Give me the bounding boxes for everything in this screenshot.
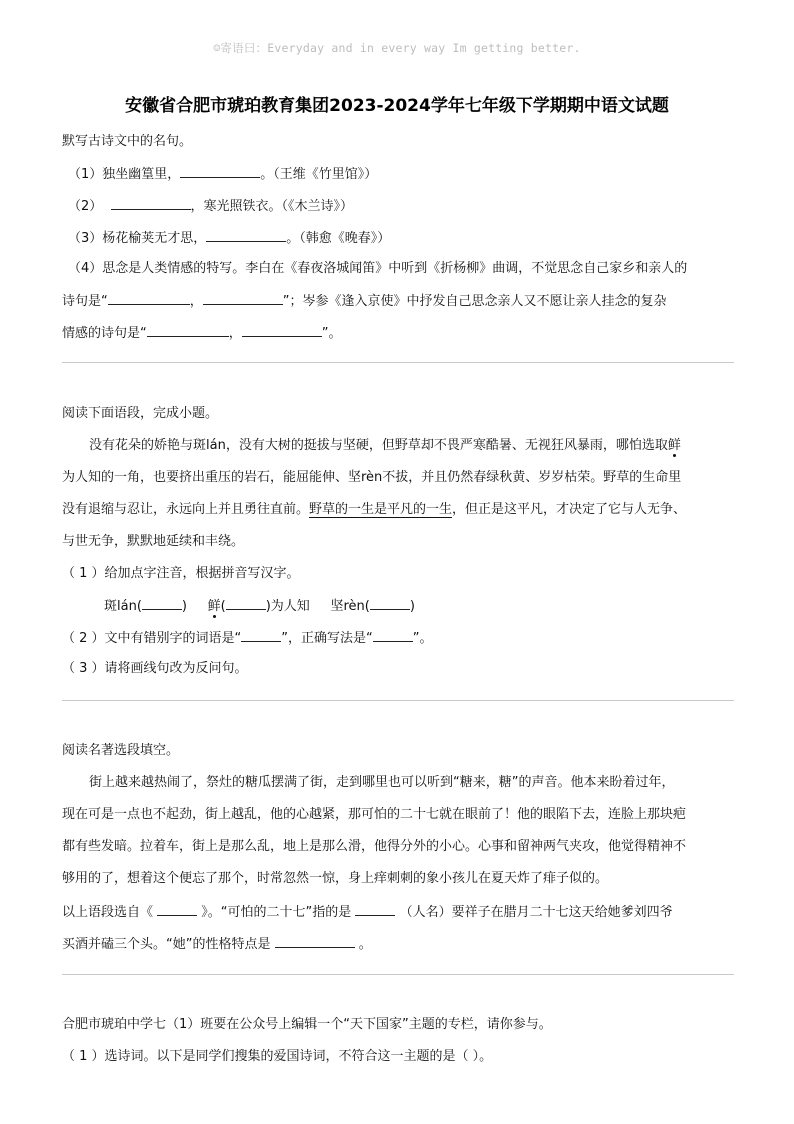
q1-line-6 — [62, 323, 342, 343]
q1-intro: 默写古诗文中的名句。 — [62, 134, 193, 149]
q2-s1b2: ( — [220, 599, 226, 614]
q4-sub-1: （ 1 ）选诗词。以下是同学们搜集的爱国诗词，不符合这一主题的是（ ）。 — [62, 1049, 493, 1064]
q2-s2a: （ 2 ）文中有错别字的词语是“ — [62, 631, 242, 646]
q1-l3a: （3）杨花榆荚无才思， — [68, 231, 207, 246]
q2-s1a1: 斑lán( — [104, 599, 142, 614]
q2-p3a: 没有退缩与忍让，永远向上并且勇往直前。 — [62, 502, 310, 517]
q3-fill-line-1 — [62, 902, 673, 922]
dotted-char: 鲜 — [667, 438, 681, 453]
answer-blank-3[interactable] — [206, 228, 286, 242]
answer-blank-2[interactable] — [111, 196, 191, 210]
answer-blank-lan[interactable] — [142, 596, 182, 610]
q3-l2a: 买酒并磕三个头。“她”的性格特点是 — [62, 937, 271, 952]
q1-line-5 — [62, 291, 667, 311]
q1-l2b: ，寒光照铁衣。（《木兰诗》） — [190, 199, 354, 214]
dotted-char-xian: 鲜 — [207, 599, 221, 614]
q1-l5c: ”；岑参《逢入京使》中抒发自己思念亲人又不愿让亲人挂念的复杂 — [282, 294, 667, 309]
answer-blank-ren[interactable] — [370, 596, 410, 610]
section-divider-3 — [62, 974, 734, 975]
q2-sub-2 — [62, 628, 433, 648]
answer-blank-1[interactable] — [180, 164, 260, 178]
q2-s2c: ”。 — [412, 631, 433, 646]
q3-para-line-4: 够用的了，想着这个便忘了那个，时常忽然一惊，身上痒刺刺的象小孩儿在夏天炸了痱子似的。 — [62, 871, 609, 886]
q2-sub-3: （ 3 ）请将画线句改为反问句。 — [62, 661, 248, 676]
q1-l3b: 。（韩愈《晚春》） — [286, 231, 391, 246]
answer-blank-6[interactable] — [147, 323, 229, 337]
q2-s1c2: ) — [409, 599, 415, 614]
watermark: ☺寄语曰：Everyday and in every way Im getting better. — [213, 41, 581, 55]
answer-blank-typo[interactable] — [241, 628, 281, 642]
page-title: 安徽省合肥市琥珀教育集团2023-2024学年七年级下学期期中语文试题 — [125, 96, 669, 116]
q4-intro: 合肥市琥珀中学七（1）班要在公众号上编辑一个“天下国家”主题的专栏，请你参与。 — [62, 1017, 552, 1032]
answer-blank-4[interactable] — [108, 291, 190, 305]
q1-l5a: 诗句是“ — [62, 294, 108, 309]
q1-l2a: （2） — [68, 199, 103, 214]
q3-intro: 阅读名著选段填空。 — [62, 743, 180, 758]
q3-fill-line-2 — [62, 934, 372, 954]
q2-para-line-3 — [62, 501, 686, 519]
answer-blank-xian[interactable] — [226, 596, 266, 610]
q2-para-line-2: 为人知的一角，也要挤出重压的岩石，能屈能伸、坚rèn不拔，并且仍然春绿秋黄、岁岁枯荣。野草的生命里 — [62, 470, 682, 485]
q2-s1c1: 坚rèn( — [330, 599, 370, 614]
q2-s2b: ”，正确写法是“ — [281, 631, 373, 646]
q3-l2b: 。 — [358, 937, 372, 952]
q1-l6c: ”。 — [321, 326, 342, 341]
q1-l1a: （1）独坐幽篁里， — [68, 167, 181, 182]
q1-l1b: 。（王维《竹里馆》） — [260, 167, 378, 182]
q1-line-2 — [68, 196, 353, 216]
q2-s1a2: ) — [181, 599, 187, 614]
q1-l5b: ， — [189, 294, 203, 309]
q3-para-line-1: 街上越来越热闹了，祭灶的糖瓜摆满了街，走到哪里也可以听到“糖来，糖”的声音。他本来盼着过年， — [89, 775, 675, 790]
q2-sub-1: （ 1 ）给加点字注音，根据拼音写汉字。 — [62, 566, 300, 581]
answer-blank-correct[interactable] — [373, 628, 413, 642]
q2-para-line-4: 与世无争，默默地延续和丰绕。 — [62, 534, 245, 549]
q2-para-line-1 — [89, 437, 681, 455]
q3-l1b: 》。“可怕的二十七”指的是 — [201, 905, 352, 920]
q2-p3b: ，但正是这平凡，才决定了它与人无争、 — [452, 502, 687, 517]
answer-blank-7[interactable] — [242, 323, 322, 337]
q3-l1c: （人名）要祥子在腊月二十七这天给她爹刘四爷 — [399, 905, 673, 920]
q1-line-4: （4）思念是人类情感的特写。李白在《春夜洛城闻笛》中听到《折杨柳》曲调，不觉思念自己家乡和亲人的 — [68, 261, 688, 276]
q2-s1b3: )为人知 — [265, 599, 310, 614]
answer-blank-name[interactable] — [355, 902, 395, 916]
underlined-sentence: 野草的一生是平凡的一生 — [309, 502, 453, 517]
section-divider-1 — [62, 362, 734, 363]
answer-blank-5[interactable] — [203, 291, 283, 305]
q1-l6b: ， — [228, 326, 242, 341]
q2-p1a: 没有花朵的娇艳与斑lán，没有大树的挺拔与坚硬，但野草却不畏严寒酷暑、无视狂风暴雨，哪怕选取 — [89, 438, 668, 453]
q3-l1a: 以上语段选自《 — [62, 905, 154, 920]
q1-line-1 — [68, 164, 377, 184]
q1-l6a: 情感的诗句是“ — [62, 326, 147, 341]
q2-intro: 阅读下面语段，完成小题。 — [62, 406, 219, 421]
answer-blank-trait[interactable] — [275, 934, 355, 948]
q3-para-line-2: 现在可是一点也不起劲，街上越乱，他的心越紧，那可怕的二十七就在眼前了！他的眼陷下去，连脸上那块疤 — [62, 807, 687, 822]
q3-para-line-3: 都有些发暗。拉着车，街上是那么乱，地上是那么滑，他得分外的小心。心事和留神两气夹攻，他觉得精神不 — [62, 839, 687, 854]
q1-line-3 — [68, 228, 390, 248]
answer-blank-book[interactable] — [157, 902, 197, 916]
q2-sub-1-answers — [104, 596, 415, 616]
section-divider-2 — [62, 700, 734, 701]
